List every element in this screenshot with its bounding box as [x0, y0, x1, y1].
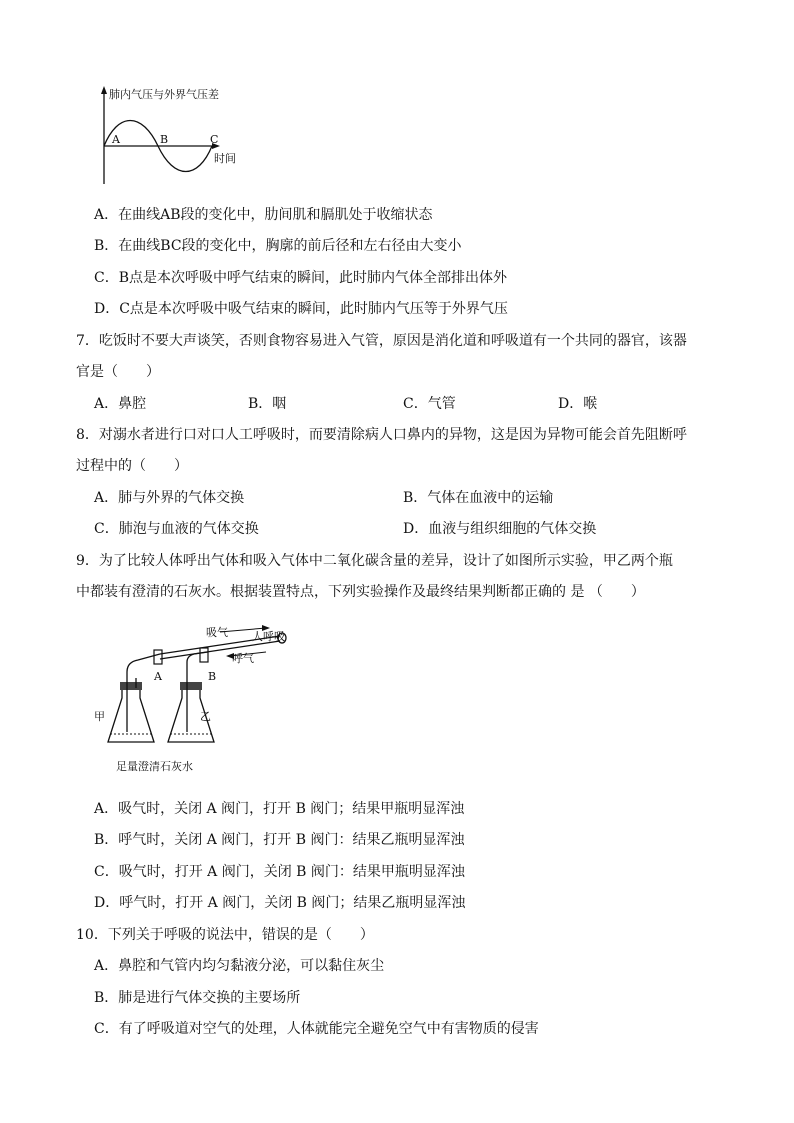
q7-option-a[interactable]: A．鼻腔 — [94, 396, 147, 412]
q10-option-c[interactable]: C．有了呼吸道对空气的处理，人体就能完全避免空气中有害物质的侵害 — [94, 1021, 539, 1037]
graph-y-label: 肺内气压与外界气压差 — [109, 88, 219, 101]
q10-stem: 10．下列关于呼吸的说法中，错误的是（ ） — [76, 927, 374, 943]
q6-option-b[interactable]: B．在曲线BC段的变化中，胸廓的前后径和左右径由大变小 — [94, 238, 462, 254]
q8-stem-line1: 8．对溺水者进行口对口人工呼吸时，而要清除病人口鼻内的异物，这是因为异物可能会首先阻断呼 — [76, 427, 687, 443]
q9-option-d[interactable]: D．呼气时，打开 A 阀门，关闭 B 阀门；结果乙瓶明显浑浊 — [94, 895, 466, 911]
q7-stem-line2: 官是（ ） — [76, 364, 160, 380]
q9-stem-line2: 中都装有澄清的石灰水。根据装置特点，下列实验操作及最终结果判断都正确的 是 （ ） — [76, 584, 645, 600]
valve-b-icon — [200, 648, 208, 662]
label-flask-yi: 乙 — [200, 710, 211, 723]
graph-point-a: A — [112, 133, 120, 146]
q7-option-b[interactable]: B．咽 — [248, 396, 287, 412]
label-flask-jia: 甲 — [94, 710, 105, 723]
valve-a-icon — [154, 650, 162, 664]
q7-stem-line1: 7．吃饭时不要大声谈笑，否则食物容易进入气管，原因是消化道和呼吸道有一个共同的器官，该器 — [76, 333, 687, 349]
q10-option-b[interactable]: B．肺是进行气体交换的主要场所 — [94, 990, 301, 1006]
label-valve-a: A — [154, 670, 162, 683]
q8-option-b[interactable]: B．气体在血液中的运输 — [403, 490, 554, 506]
label-inhale: 吸气 — [206, 626, 228, 639]
q6-option-a[interactable]: A．在曲线AB段的变化中，肋间肌和膈肌处于收缩状态 — [94, 207, 433, 223]
graph-point-c: C — [210, 133, 219, 146]
label-person-breath: 人呼吸 — [252, 630, 285, 643]
q9-option-a[interactable]: A．吸气时，关闭 A 阀门，打开 B 阀门；结果甲瓶明显浑浊 — [94, 801, 465, 817]
q6-option-c[interactable]: C．B点是本次呼吸中呼气结束的瞬间，此时肺内气体全部排出体外 — [94, 270, 507, 286]
pressure-difference-graph — [90, 82, 260, 192]
q8-option-d[interactable]: D．血液与组织细胞的气体交换 — [403, 521, 597, 537]
q8-option-c[interactable]: C．肺泡与血液的气体交换 — [94, 521, 259, 537]
q7-option-c[interactable]: C．气管 — [403, 396, 456, 412]
breathing-apparatus-figure — [90, 622, 310, 782]
q8-stem-line2: 过程中的（ ） — [76, 458, 188, 474]
q9-stem-line1: 9．为了比较人体呼出气体和吸入气体中二氧化碳含量的差异，设计了如图所示实验，甲乙两个瓶 — [76, 553, 673, 569]
q6-option-d[interactable]: D．C点是本次呼吸中吸气结束的瞬间，此时肺内气压等于外界气压 — [94, 301, 508, 317]
graph-x-label: 时间 — [214, 152, 236, 165]
apparatus-caption: 足量澄清石灰水 — [116, 760, 193, 773]
q7-option-d[interactable]: D．喉 — [558, 396, 598, 412]
stopper-jia — [120, 682, 142, 690]
label-valve-b: B — [208, 670, 217, 683]
y-axis-arrow — [101, 86, 107, 94]
graph-point-b: B — [160, 133, 169, 146]
q8-option-a[interactable]: A．肺与外界的气体交换 — [94, 490, 245, 506]
stopper-yi — [180, 682, 202, 690]
q10-option-a[interactable]: A．鼻腔和气管内均匀黏液分泌，可以黏住灰尘 — [94, 958, 385, 974]
q9-option-c[interactable]: C．吸气时，打开 A 阀门，关闭 B 阀门：结果甲瓶明显浑浊 — [94, 864, 465, 880]
tube-main-lower — [160, 641, 280, 659]
label-exhale: 呼气 — [232, 652, 254, 665]
q9-option-b[interactable]: B．呼气时，关闭 A 阀门，打开 B 阀门：结果乙瓶明显浑浊 — [94, 832, 465, 848]
tube-jia — [127, 654, 160, 732]
